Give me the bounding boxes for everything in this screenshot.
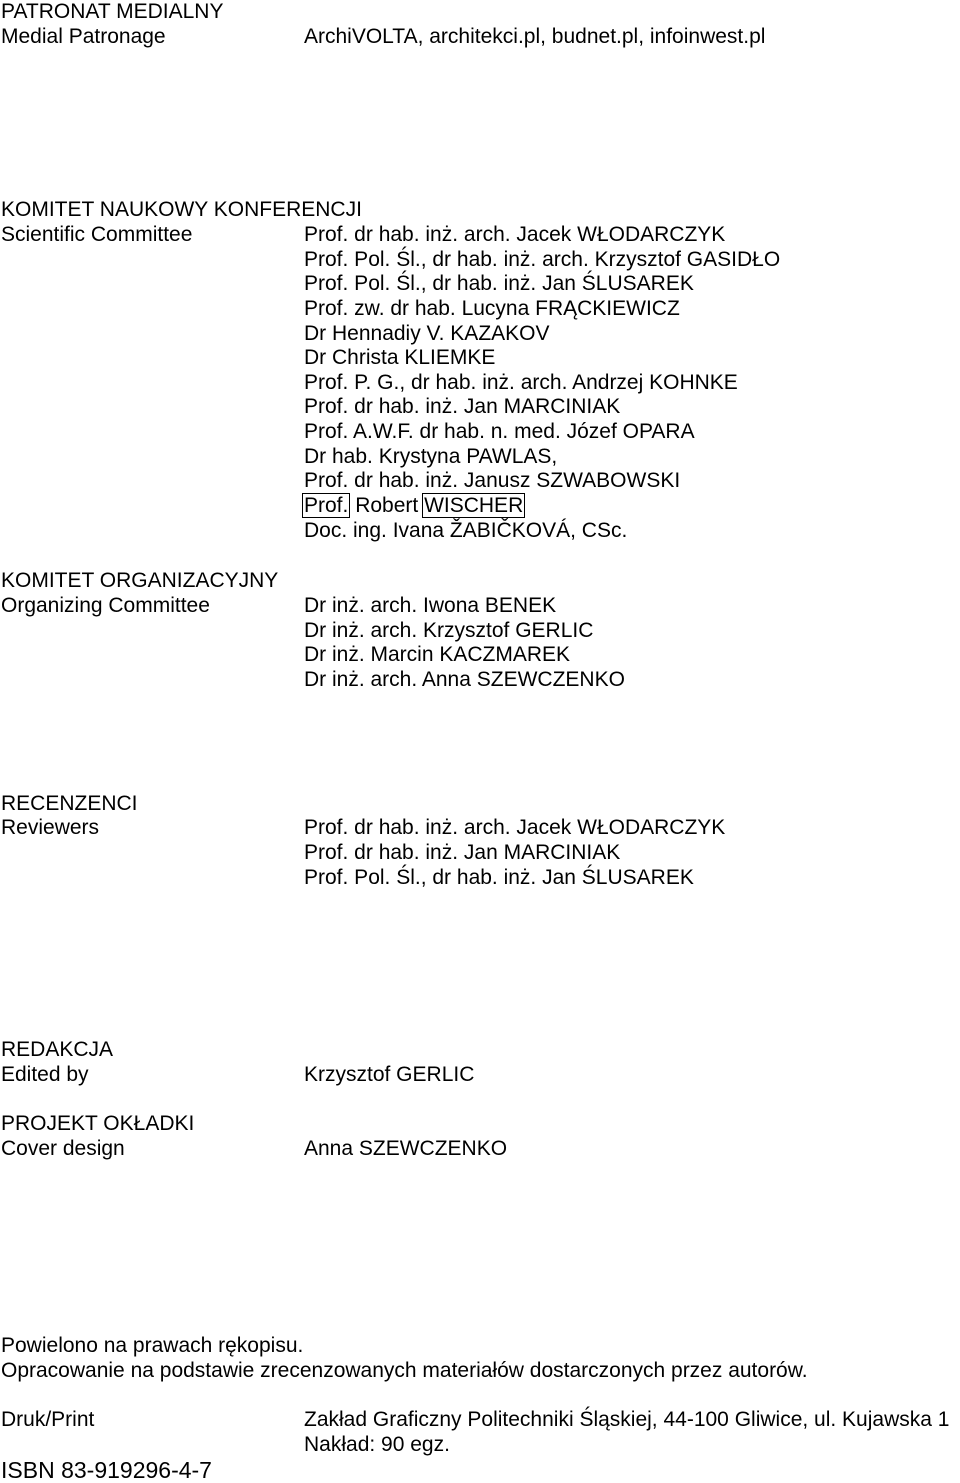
editors-heading-pl: REDAKCJA <box>1 1038 114 1061</box>
editors-heading-en: Edited by <box>1 1063 89 1086</box>
boxed-word: WISCHER <box>424 494 524 517</box>
isbn: ISBN 83-919296-4-7 <box>1 1457 212 1483</box>
printer-value: Zakład Graficzny Politechniki Śląskiej, 44-100 Gliwice, ul. Kujawska 1 <box>304 1408 950 1431</box>
note-line: Powielono na prawach rękopisu. <box>1 1334 304 1357</box>
scientific-member: Prof. dr hab. inż. Jan MARCINIAK <box>304 395 621 418</box>
organizing-committee-heading-pl: KOMITET ORGANIZACYJNY <box>1 569 279 592</box>
organizing-member: Dr inż. arch. Iwona BENEK <box>304 594 557 617</box>
scientific-member: Prof. zw. dr hab. Lucyna FRĄCKIEWICZ <box>304 297 680 320</box>
scientific-member: Prof. Robert WISCHER <box>304 494 524 517</box>
reviewer: Prof. dr hab. inż. Jan MARCINIAK <box>304 841 621 864</box>
cover-heading-pl: PROJEKT OKŁADKI <box>1 1112 195 1135</box>
scientific-member: Dr Christa KLIEMKE <box>304 346 496 369</box>
scientific-member: Prof. dr hab. inż. Janusz SZWABOWSKI <box>304 469 681 492</box>
organizing-member: Dr inż. arch. Anna SZEWCZENKO <box>304 668 625 691</box>
scientific-committee-heading-en: Scientific Committee <box>1 223 193 246</box>
organizing-committee-heading-en: Organizing Committee <box>1 594 210 617</box>
scientific-member: Dr Hennadiy V. KAZAKOV <box>304 322 550 345</box>
scientific-member: Prof. Pol. Śl., dr hab. inż. arch. Krzysztof GASIDŁO <box>304 248 781 271</box>
scientific-member: Dr hab. Krystyna PAWLAS, <box>304 445 558 468</box>
organizing-member: Dr inż. Marcin KACZMAREK <box>304 643 571 666</box>
patronage-heading-pl: PATRONAT MEDIALNY <box>1 0 224 23</box>
organizing-member: Dr inż. arch. Krzysztof GERLIC <box>304 619 594 642</box>
scientific-member: Prof. P. G., dr hab. inż. arch. Andrzej KOHNKE <box>304 371 738 394</box>
patronage-heading-en: Medial Patronage <box>1 25 166 48</box>
patronage-value: ArchiVOLTA, architekci.pl, budnet.pl, infoinwest.pl <box>304 25 766 48</box>
cover-heading-en: Cover design <box>1 1137 125 1160</box>
scientific-member: Prof. A.W.F. dr hab. n. med. Józef OPARA <box>304 420 695 443</box>
scientific-member: Prof. dr hab. inż. arch. Jacek WŁODARCZYK <box>304 223 726 246</box>
reviewer: Prof. dr hab. inż. arch. Jacek WŁODARCZYK <box>304 816 726 839</box>
reviewers-heading-pl: RECENZENCI <box>1 792 138 815</box>
print-run: Nakład: 90 egz. <box>304 1433 450 1456</box>
reviewers-heading-en: Reviewers <box>1 816 100 839</box>
reviewer: Prof. Pol. Śl., dr hab. inż. Jan ŚLUSAREK <box>304 866 694 889</box>
note-line: Opracowanie na podstawie zrecenzowanych materiałów dostarczonych przez autorów. <box>1 1359 808 1382</box>
scientific-member: Prof. Pol. Śl., dr hab. inż. Jan ŚLUSAREK <box>304 272 694 295</box>
cover-value: Anna SZEWCZENKO <box>304 1137 508 1160</box>
scientific-committee-heading-pl: KOMITET NAUKOWY KONFERENCJI <box>1 198 362 221</box>
print-label: Druk/Print <box>1 1408 95 1431</box>
boxed-word: Prof. <box>304 494 349 517</box>
editors-value: Krzysztof GERLIC <box>304 1063 475 1086</box>
scientific-member: Doc. ing. Ivana ŽABIČKOVÁ, CSc. <box>304 519 628 542</box>
